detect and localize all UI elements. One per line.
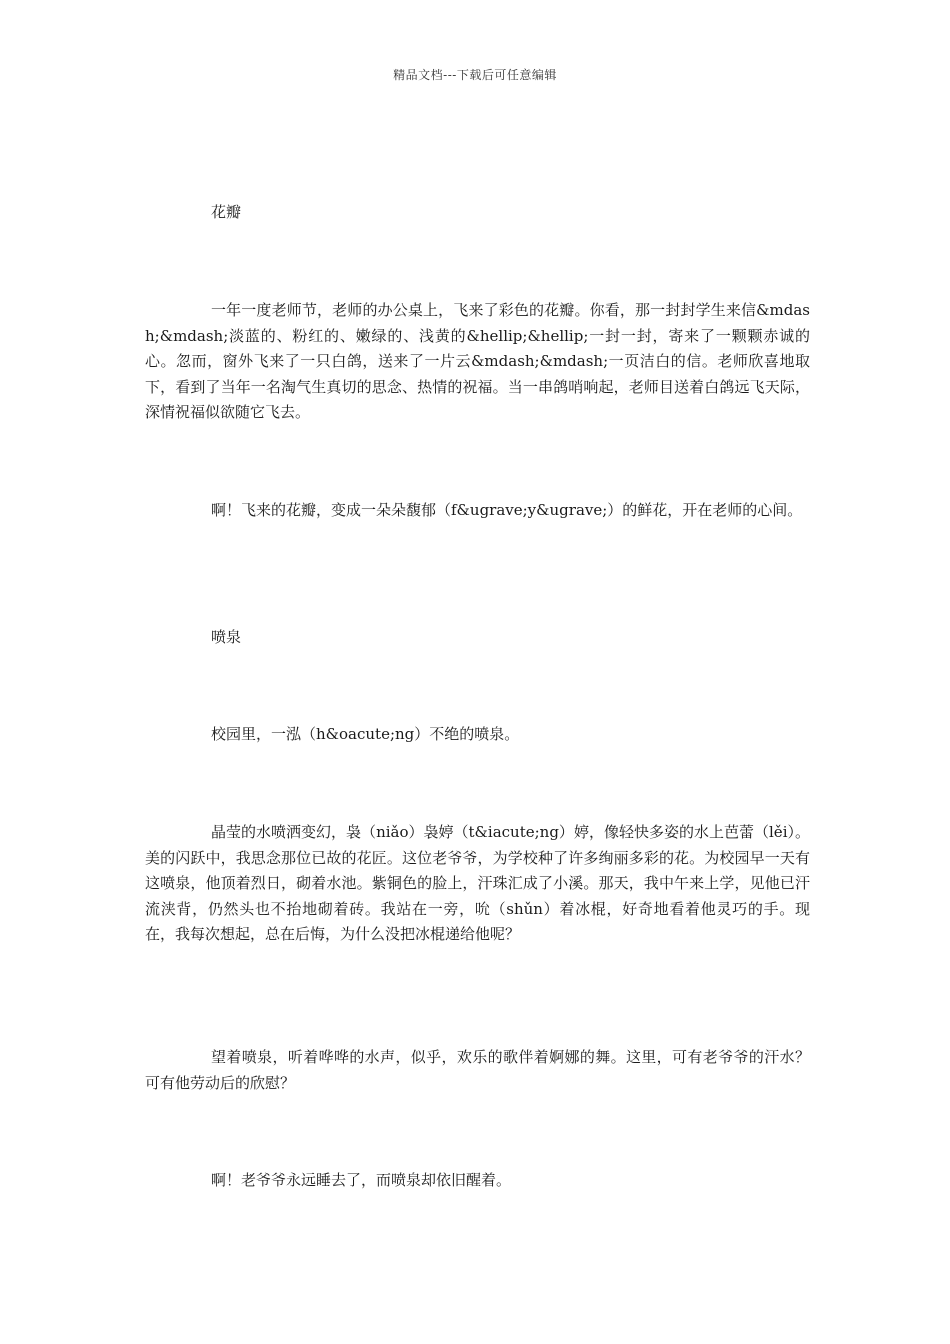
paragraph: 啊！老爷爷永远睡去了，而喷泉却依旧醒着。 xyxy=(211,1171,512,1189)
paragraph: 一年一度老师节，老师的办公桌上，飞来了彩色的花瓣。你看，那一封封学生来信&mdash;&mdash;淡蓝的、粉红的、嫩绿的、浅黄的&hellip;&hellip;一封一封，寄来了一颗颗赤诚的心。忽而，窗外飞来了一只白鸽，送来了一片云&mdash;&mdash;一页洁白的信。老师欣喜地取下，看到了当年一名淘气生真切的思念、热情的祝福。当一串鸽哨响起，老师目送着白鸽远飞天际，深情祝福似欲随它飞去。 xyxy=(145,301,810,421)
paragraph: 校园里，一泓（h&oacute;ng）不绝的喷泉。 xyxy=(211,725,520,743)
paragraph: 望着喷泉，听着哗哗的水声，似乎，欢乐的歌伴着婀娜的舞。这里，可有老爷爷的汗水？可有他劳动后的欣慰？ xyxy=(145,1048,810,1092)
section-title: 喷泉 xyxy=(211,628,242,646)
paragraph: 晶莹的水喷洒变幻，袅（niǎo）袅婷（t&iacute;ng）婷，像轻快多姿的水上芭蕾（lěi）。美的闪跃中，我思念那位已故的花匠。这位老爷爷，为学校种了许多绚丽多彩的花。为校园早一天有这喷泉，他顶着烈日，砌着水池。紫铜色的脸上，汗珠汇成了小溪。那天，我中午来上学，见他已汗流浃背，仍然头也不抬地砌着砖。我站在一旁，吮（shǔn）着冰棍，好奇地看着他灵巧的手。现在，我每次想起，总在后悔，为什么没把冰棍递给他呢？ xyxy=(145,823,810,943)
page-header: 精品文档---下载后可任意编辑 xyxy=(393,68,557,82)
section-title: 花瓣 xyxy=(211,203,242,221)
paragraph: 啊！飞来的花瓣，变成一朵朵馥郁（f&ugrave;y&ugrave;）的鲜花，开在老师的心间。 xyxy=(211,501,803,519)
